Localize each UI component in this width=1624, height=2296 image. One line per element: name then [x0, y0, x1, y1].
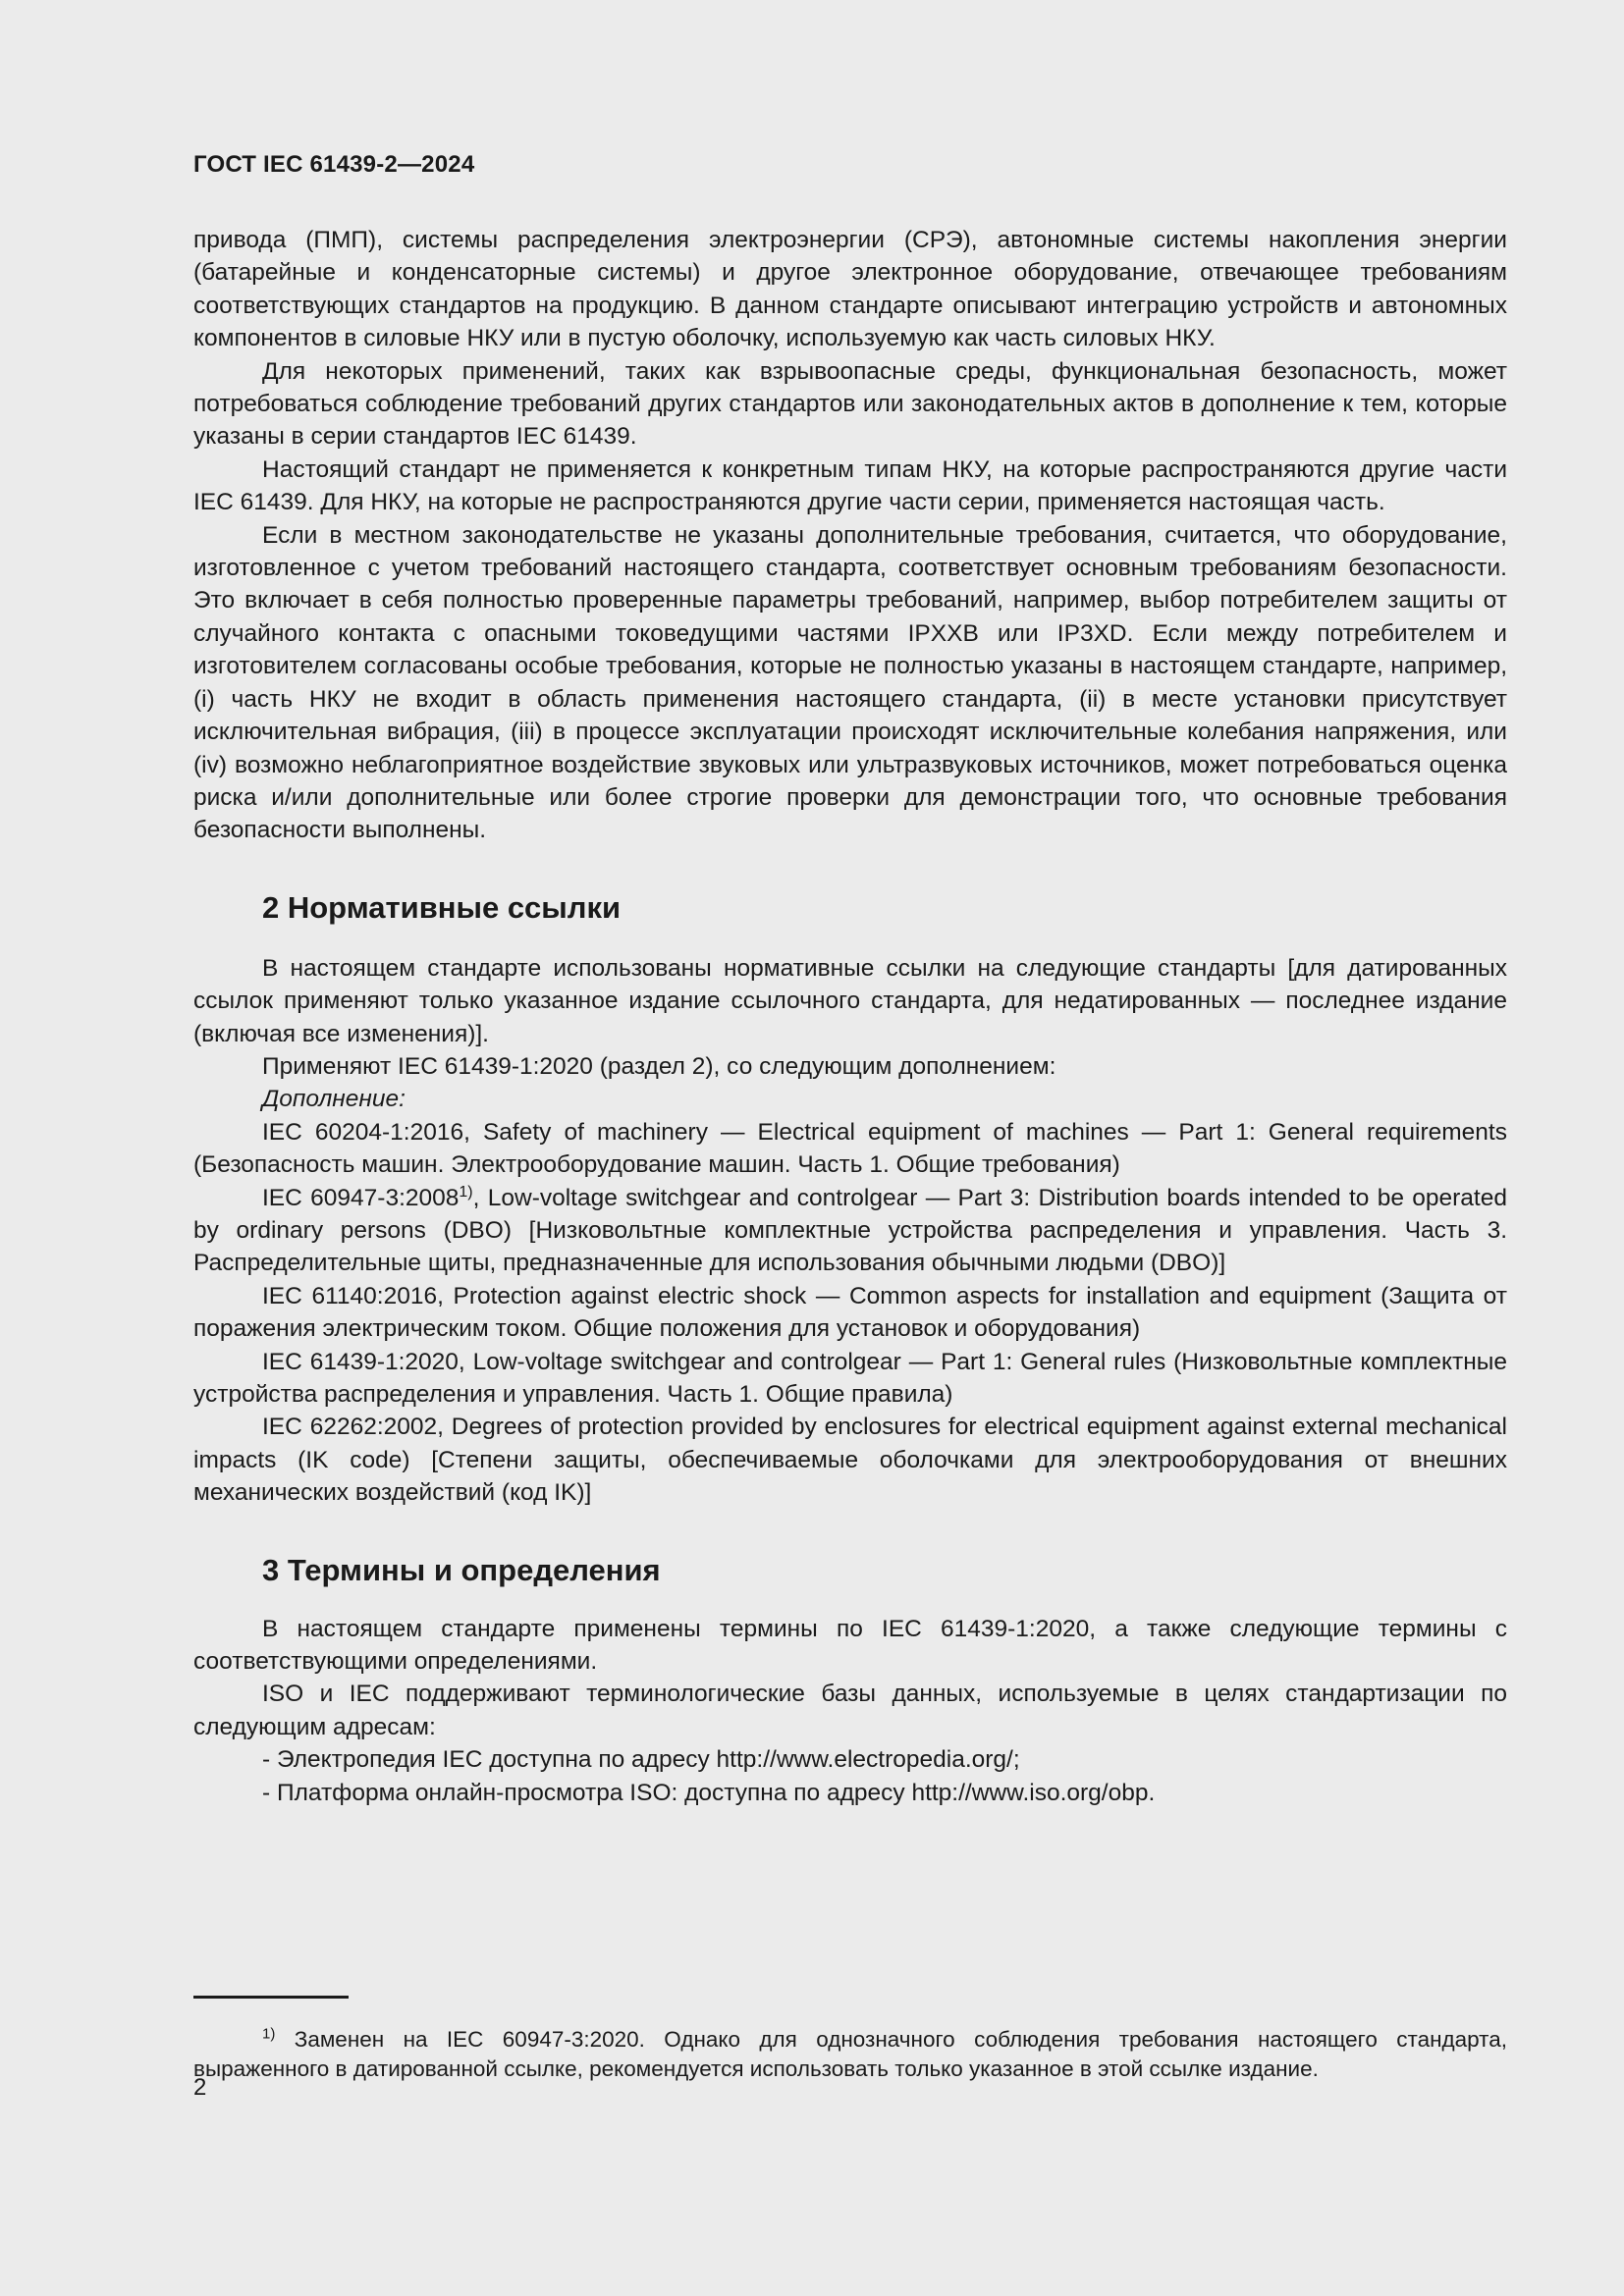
reference-iec-60204-1: IEC 60204-1:2016, Safety of machinery — Electrical equipment of machines — Part 1: General requirements (Безопасность машин. Электрооборудование машин. Часть 1. Общие требования)	[193, 1118, 1507, 1179]
paragraph-safety-requirements: Если в местном законодательстве не указаны дополнительные требования, считается, что оборудование, изготовленное с учетом требований настоящего стандарта, соответствует основным требованиям безопасности. Это включает в себя полностью проверенные параметры требований, например, выбор потребителем защиты от случайного контакта с опасными токоведущими частями IPXXB или IP3XD. Если между потребителем и изготовителем согласованы особые требования, которые не полностью указаны в настоящем стандарте, например, (i) часть НКУ не входит в область применения настоящего стандарта, (ii) в месте установки присутствует исключительная вибрация, (iii) в процессе эксплуатации происходят исключительные колебания напряжения, или (iv) возможно неблагоприятное воздействие звуковых или ультразвуковых источников, может потребоваться оценка риска и/или дополнительные или более строгие проверки для демонстрации того, что основные требования безопасности выполнены.	[193, 521, 1507, 844]
footnote-text: Заменен на IEC 60947-3:2020. Однако для однозначного соблюдения требования настоящего стандарта, выраженного в датированной ссылке, рекомендуется использовать только указанное в этой ссылке издание.	[193, 2026, 1507, 2081]
page-content	[193, 224, 1507, 1809]
section-2-intro: В настоящем стандарте использованы нормативные ссылки на следующие стандарты [для датированных ссылок применяют только указанное издание ссылочного стандарта, для недатированных — последнее издание (включая все изменения)].	[193, 954, 1507, 1047]
reference-iec-61439-1: IEC 61439-1:2020, Low-voltage switchgear and controlgear — Part 1: General rules (Низковольтные комплектные устройства распределения и управления. Часть 1. Общие правила)	[193, 1348, 1507, 1408]
reference-iec-62262: IEC 62262:2002, Degrees of protection provided by enclosures for electrical equipment against external mechanical impacts (IK code) [Степени защиты, обеспечиваемые оболочками для электрооборудования от внешних механических воздействий (код IK)]	[193, 1414, 1507, 1507]
paragraph-scope-exclusion: Настоящий стандарт не применяется к конкретным типам НКУ, на которые распространяются другие части IEC 61439. Для НКУ, на которые не распространяются другие части серии, применяется настоящая часть.	[193, 455, 1507, 516]
reference-iec-60947-3	[193, 1182, 1507, 1280]
reference-code: IEC 60947-3:2008	[262, 1184, 460, 1211]
reference-text: , Low-voltage switchgear and controlgear — Part 3: Distribution boards intended to be operated by ordinary persons (DBO) [Низковольтные комплектные устройства распределения и управления. Часть 3. Распределительные щиты, предназначенные для использования обычными людьми (DBO)]	[193, 1184, 1507, 1277]
section-3-intro: В настоящем стандарте применены термины по IEC 61439-1:2020, а также следующие термины с соответствующими определениями.	[193, 1615, 1507, 1676]
footnote-marker: 1)	[459, 1183, 473, 1201]
document-header: ГОСТ IEC 61439-2—2024	[193, 151, 475, 178]
section-3-heading: 3 Термины и определения	[262, 1552, 661, 1587]
footnote-divider	[193, 1996, 349, 1999]
addition-label: Дополнение:	[262, 1086, 406, 1113]
section-2-apply: Применяют IEC 61439-1:2020 (раздел 2), со следующим дополнением:	[262, 1052, 1056, 1080]
list-item-iso-obp: - Платформа онлайн-просмотра ISO: доступна по адресу http://www.iso.org/obp.	[262, 1779, 1156, 1806]
reference-iec-61140: IEC 61140:2016, Protection against electric shock — Common aspects for installation and equipment (Защита от поражения электрическим током. Общие положения для установок и оборудования)	[193, 1282, 1507, 1343]
section-2-heading: 2 Нормативные ссылки	[262, 889, 622, 925]
footnote	[193, 2025, 1507, 2084]
page-number: 2	[193, 2074, 207, 2101]
terminology-databases: ISO и IEC поддерживают терминологические базы данных, используемые в целях стандартизации по следующим адресам:	[193, 1681, 1507, 1740]
footnote-number: 1)	[262, 2025, 276, 2042]
list-item-electropedia: - Электропедия IEC доступна по адресу http://www.electropedia.org/;	[262, 1746, 1020, 1774]
paragraph-special-applications: Для некоторых применений, таких как взрывоопасные среды, функциональная безопасность, может потребоваться соблюдение требований других стандартов или законодательных актов в дополнение к тем, которые указаны в серии стандартов IEC 61439.	[193, 357, 1507, 451]
paragraph-continuation: привода (ПМП), системы распределения электроэнергии (СРЭ), автономные системы накопления энергии (батарейные и конденсаторные системы) и другое электронное оборудование, отвечающее требованиям соответствующих стандартов на продукцию. В данном стандарте описывают интеграцию устройств и автономных компонентов в силовые НКУ или в пустую оболочку, используемую как часть силовых НКУ.	[193, 227, 1507, 352]
